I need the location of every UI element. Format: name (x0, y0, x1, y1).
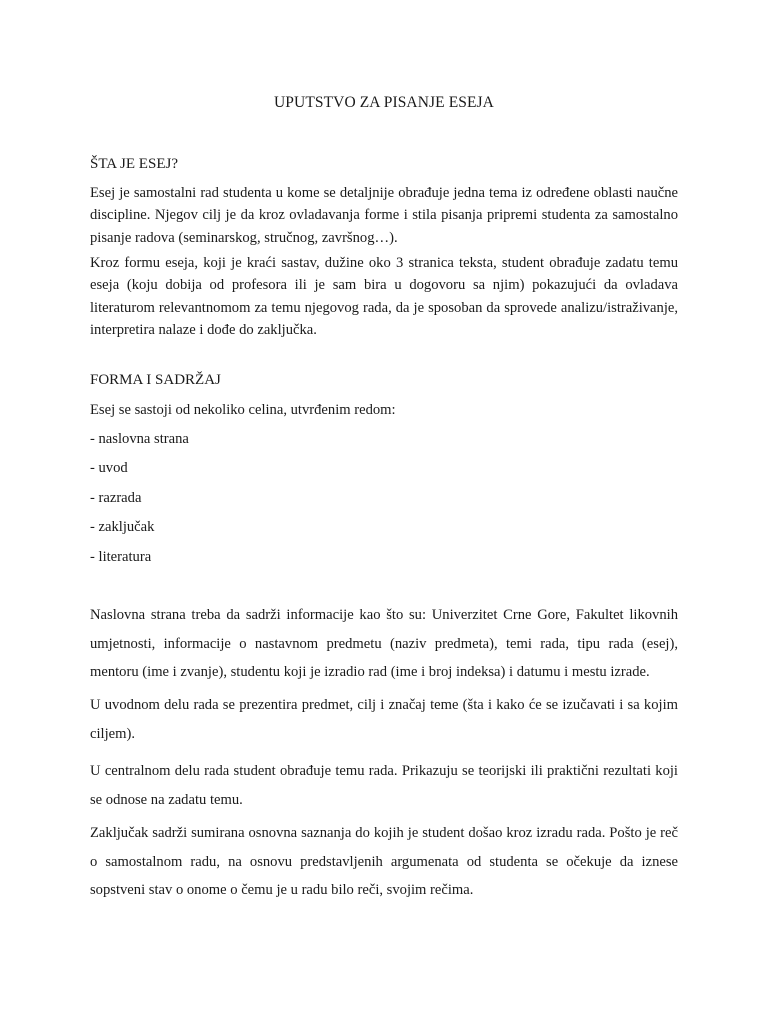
paragraph-introduction: U uvodnom delu rada se prezentira predmet, cilj i značaj teme (šta i kako će se izučavati i sa kojim ciljem). (90, 697, 678, 742)
document-title: UPUTSTVO ZA PISANJE ESEJA (274, 94, 494, 111)
section-heading-what-is-essay: ŠTA JE ESEJ? (90, 156, 178, 172)
list-item: - uvod (90, 460, 128, 476)
paragraph-title-page: Naslovna strana treba da sadrži informacije kao što su: Univerzitet Crne Gore, Fakultet likovnih umjetnosti, informacije o nastavnom predmetu (naziv predmeta), temi rada, tipu rada (esej), mentoru (ime i zvanje), studentu koji je izradio rad (ime i broj indeksa) i datumu i mestu izrade. (90, 607, 678, 681)
list-item: - zaključak (90, 519, 155, 535)
list-item: - literatura (90, 549, 152, 565)
document-page (90, 0, 678, 1024)
section-heading-form-content: FORMA I SADRŽAJ (90, 372, 221, 388)
list-item: - naslovna strana (90, 431, 189, 447)
list-item: - razrada (90, 490, 142, 506)
paragraph-main-part: U centralnom delu rada student obrađuje temu rada. Prikazuju se teorijski ili praktični rezultati koji se odnose na zadatu temu. (90, 763, 678, 808)
paragraph-essay-definition: Esej je samostalni rad studenta u kome se detaljnije obrađuje jedna tema iz određene oblasti naučne discipline. Njegov cilj je da kroz ovladavanja forme i stila pisanja pripremi studenta za samostalno pisanje radova (seminarskog, stručnog, završnog…). (90, 185, 678, 246)
paragraph-structure-intro: Esej se sastoji od nekoliko celina, utvrđenim redom: (90, 402, 396, 418)
paragraph-conclusion: Zaključak sadrži sumirana osnovna saznanja do kojih je student došao kroz izradu rada. Pošto je reč o samostalnom radu, na osnovu predstavljenih argumenata od studenta se očekuje da iznese sopstveni stav o onome o čemu je u radu bilo reči, svojim rečima. (90, 825, 678, 899)
paragraph-essay-form: Kroz formu eseja, koji je kraći sastav, dužine oko 3 stranica teksta, student obrađuje zadatu temu eseja (koju dobija od profesora ili je sam bira u dogovoru sa njim) pokazujući da ovladava literaturom relevantnomom za temu njegovog rada, da je sposoban da sprovede analizu/istraživanje, interpretira nalaze i dođe do zaključka. (90, 255, 678, 338)
